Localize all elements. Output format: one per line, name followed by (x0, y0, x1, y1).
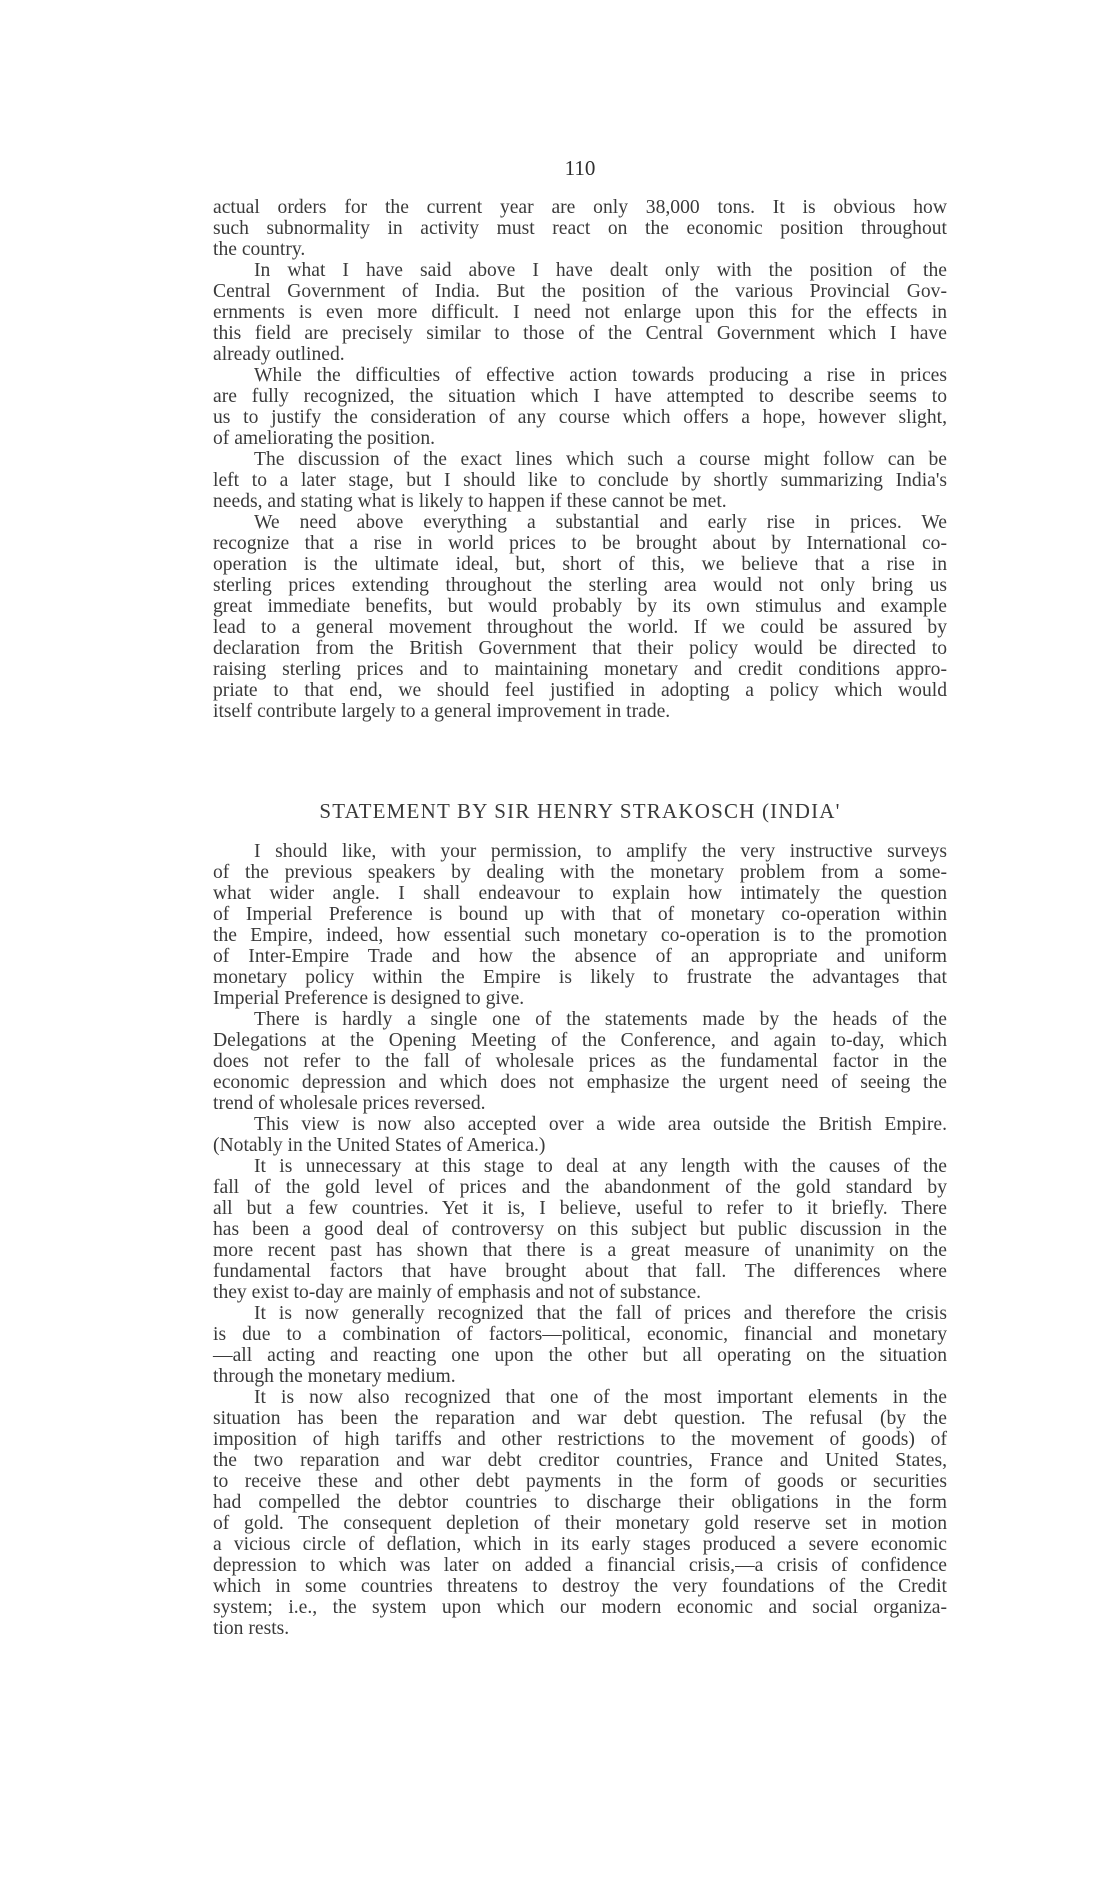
text-line: imposition of high tariffs and other restrictions to the movement of goods) of (213, 1429, 947, 1450)
text-line: Imperial Preference is designed to give. (213, 988, 525, 1009)
text-line: The discussion of the exact lines which such a course might follow can be (254, 449, 947, 470)
text-line: This view is now also accepted over a wide area outside the British Empire. (254, 1114, 947, 1135)
text-line: ernments is even more difficult. I need not enlarge upon this for the effects in (213, 302, 947, 323)
text-line: more recent past has shown that there is a great measure of unanimity on the (213, 1240, 947, 1261)
text-line: declaration from the British Government that their policy would be directed to (213, 638, 947, 659)
text-line: left to a later stage, but I should like to conclude by shortly summarizing India's (213, 470, 947, 491)
text-line: economic depression and which does not emphasize the urgent need of seeing the (213, 1072, 947, 1093)
section-indian-delegation-text (213, 197, 947, 722)
text-line: It is now generally recognized that the fall of prices and therefore the crisis (254, 1303, 947, 1324)
paragraph (213, 1009, 947, 1114)
paragraph (213, 512, 947, 722)
text-line: such subnormality in activity must react on the economic position throughout (213, 218, 947, 239)
text-line: what wider angle. I shall endeavour to explain how intimately the question (213, 883, 947, 904)
text-line: does not refer to the fall of wholesale prices as the fundamental factor in the (213, 1051, 947, 1072)
text-line: the two reparation and war debt creditor countries, France and United States, (213, 1450, 947, 1471)
paragraph (213, 260, 947, 365)
text-line: While the difficulties of effective action towards producing a rise in prices (254, 365, 947, 386)
page-number: 110 (564, 156, 596, 180)
text-line: of ameliorating the position. (213, 428, 436, 449)
text-line: needs, and stating what is likely to happen if these cannot be met. (213, 491, 727, 512)
text-line: of the previous speakers by dealing with the monetary problem from a some- (213, 862, 947, 883)
paragraph (213, 1156, 947, 1303)
text-line: of Imperial Preference is bound up with that of monetary co-operation within (213, 904, 947, 925)
text-line: through the monetary medium. (213, 1366, 456, 1387)
paragraph (213, 1387, 947, 1639)
text-line: of Inter-Empire Trade and how the absence of an appropriate and uniform (213, 946, 947, 967)
text-line: monetary policy within the Empire is likely to frustrate the advantages that (213, 967, 947, 988)
paragraph (213, 365, 947, 449)
text-line: us to justify the consideration of any course which offers a hope, however slight, (213, 407, 947, 428)
section-strakosch-statement (213, 841, 947, 1639)
section-heading: STATEMENT BY SIR HENRY STRAKOSCH (INDIA' (319, 799, 841, 823)
paragraph (213, 197, 947, 260)
text-line: actual orders for the current year are only 38,000 tons. It is obvious how (213, 197, 947, 218)
text-line: It is unnecessary at this stage to deal at any length with the causes of the (254, 1156, 947, 1177)
text-line: is due to a combination of factors—political, economic, financial and monetary (213, 1324, 947, 1345)
text-line: sterling prices extending throughout the sterling area would not only bring us (213, 575, 947, 596)
text-line: Delegations at the Opening Meeting of the Conference, and again to-day, which (213, 1030, 947, 1051)
text-line: the country. (213, 239, 306, 260)
text-line: trend of wholesale prices reversed. (213, 1093, 486, 1114)
text-line: a vicious circle of deflation, which in its early stages produced a severe economic (213, 1534, 947, 1555)
text-line: the Empire, indeed, how essential such monetary co-operation is to the promotion (213, 925, 947, 946)
text-line: situation has been the reparation and war debt question. The refusal (by the (213, 1408, 947, 1429)
text-line: already outlined. (213, 344, 345, 365)
text-line: itself contribute largely to a general improvement in trade. (213, 701, 671, 722)
text-line: lead to a general movement throughout the world. If we could be assured by (213, 617, 947, 638)
paragraph (213, 841, 947, 1009)
text-line: In what I have said above I have dealt only with the position of the (254, 260, 947, 281)
text-line: has been a good deal of controversy on this subject but public discussion in the (213, 1219, 947, 1240)
text-line: system; i.e., the system upon which our modern economic and social organiza- (213, 1597, 947, 1618)
text-line: We need above everything a substantial and early rise in prices. We (254, 512, 947, 533)
text-line: (Notably in the United States of America.) (213, 1135, 546, 1156)
text-line: depression to which was later on added a financial crisis,—a crisis of confidence (213, 1555, 947, 1576)
text-line: to receive these and other debt payments in the form of goods or securities (213, 1471, 947, 1492)
text-line: great immediate benefits, but would probably by its own stimulus and example (213, 596, 947, 617)
text-line: recognize that a rise in world prices to be brought about by International co- (213, 533, 947, 554)
text-line: Central Government of India. But the position of the various Provincial Gov- (213, 281, 947, 302)
paragraph (213, 1114, 947, 1156)
text-line: There is hardly a single one of the statements made by the heads of the (254, 1009, 947, 1030)
paragraph (213, 449, 947, 512)
text-line: all but a few countries. Yet it is, I believe, useful to refer to it briefly. There (213, 1198, 947, 1219)
text-line: fundamental factors that have brought about that fall. The differences where (213, 1261, 947, 1282)
paragraph (213, 1303, 947, 1387)
text-line: which in some countries threatens to destroy the very foundations of the Credit (213, 1576, 947, 1597)
text-line: of gold. The consequent depletion of their monetary gold reserve set in motion (213, 1513, 947, 1534)
text-line: fall of the gold level of prices and the abandonment of the gold standard by (213, 1177, 947, 1198)
text-line: are fully recognized, the situation which I have attempted to describe seems to (213, 386, 947, 407)
text-line: priate to that end, we should feel justified in adopting a policy which would (213, 680, 947, 701)
text-line: tion rests. (213, 1618, 290, 1639)
text-line: I should like, with your permission, to amplify the very instructive surveys (254, 841, 947, 862)
text-line: operation is the ultimate ideal, but, short of this, we believe that a rise in (213, 554, 947, 575)
text-line: It is now also recognized that one of the most important elements in the (254, 1387, 947, 1408)
text-line: —all acting and reacting one upon the other but all operating on the situation (213, 1345, 947, 1366)
text-line: had compelled the debtor countries to discharge their obligations in the form (213, 1492, 947, 1513)
text-line: they exist to-day are mainly of emphasis and not of substance. (213, 1282, 702, 1303)
text-line: raising sterling prices and to maintaining monetary and credit conditions appro- (213, 659, 947, 680)
text-line: this field are precisely similar to those of the Central Government which I have (213, 323, 947, 344)
